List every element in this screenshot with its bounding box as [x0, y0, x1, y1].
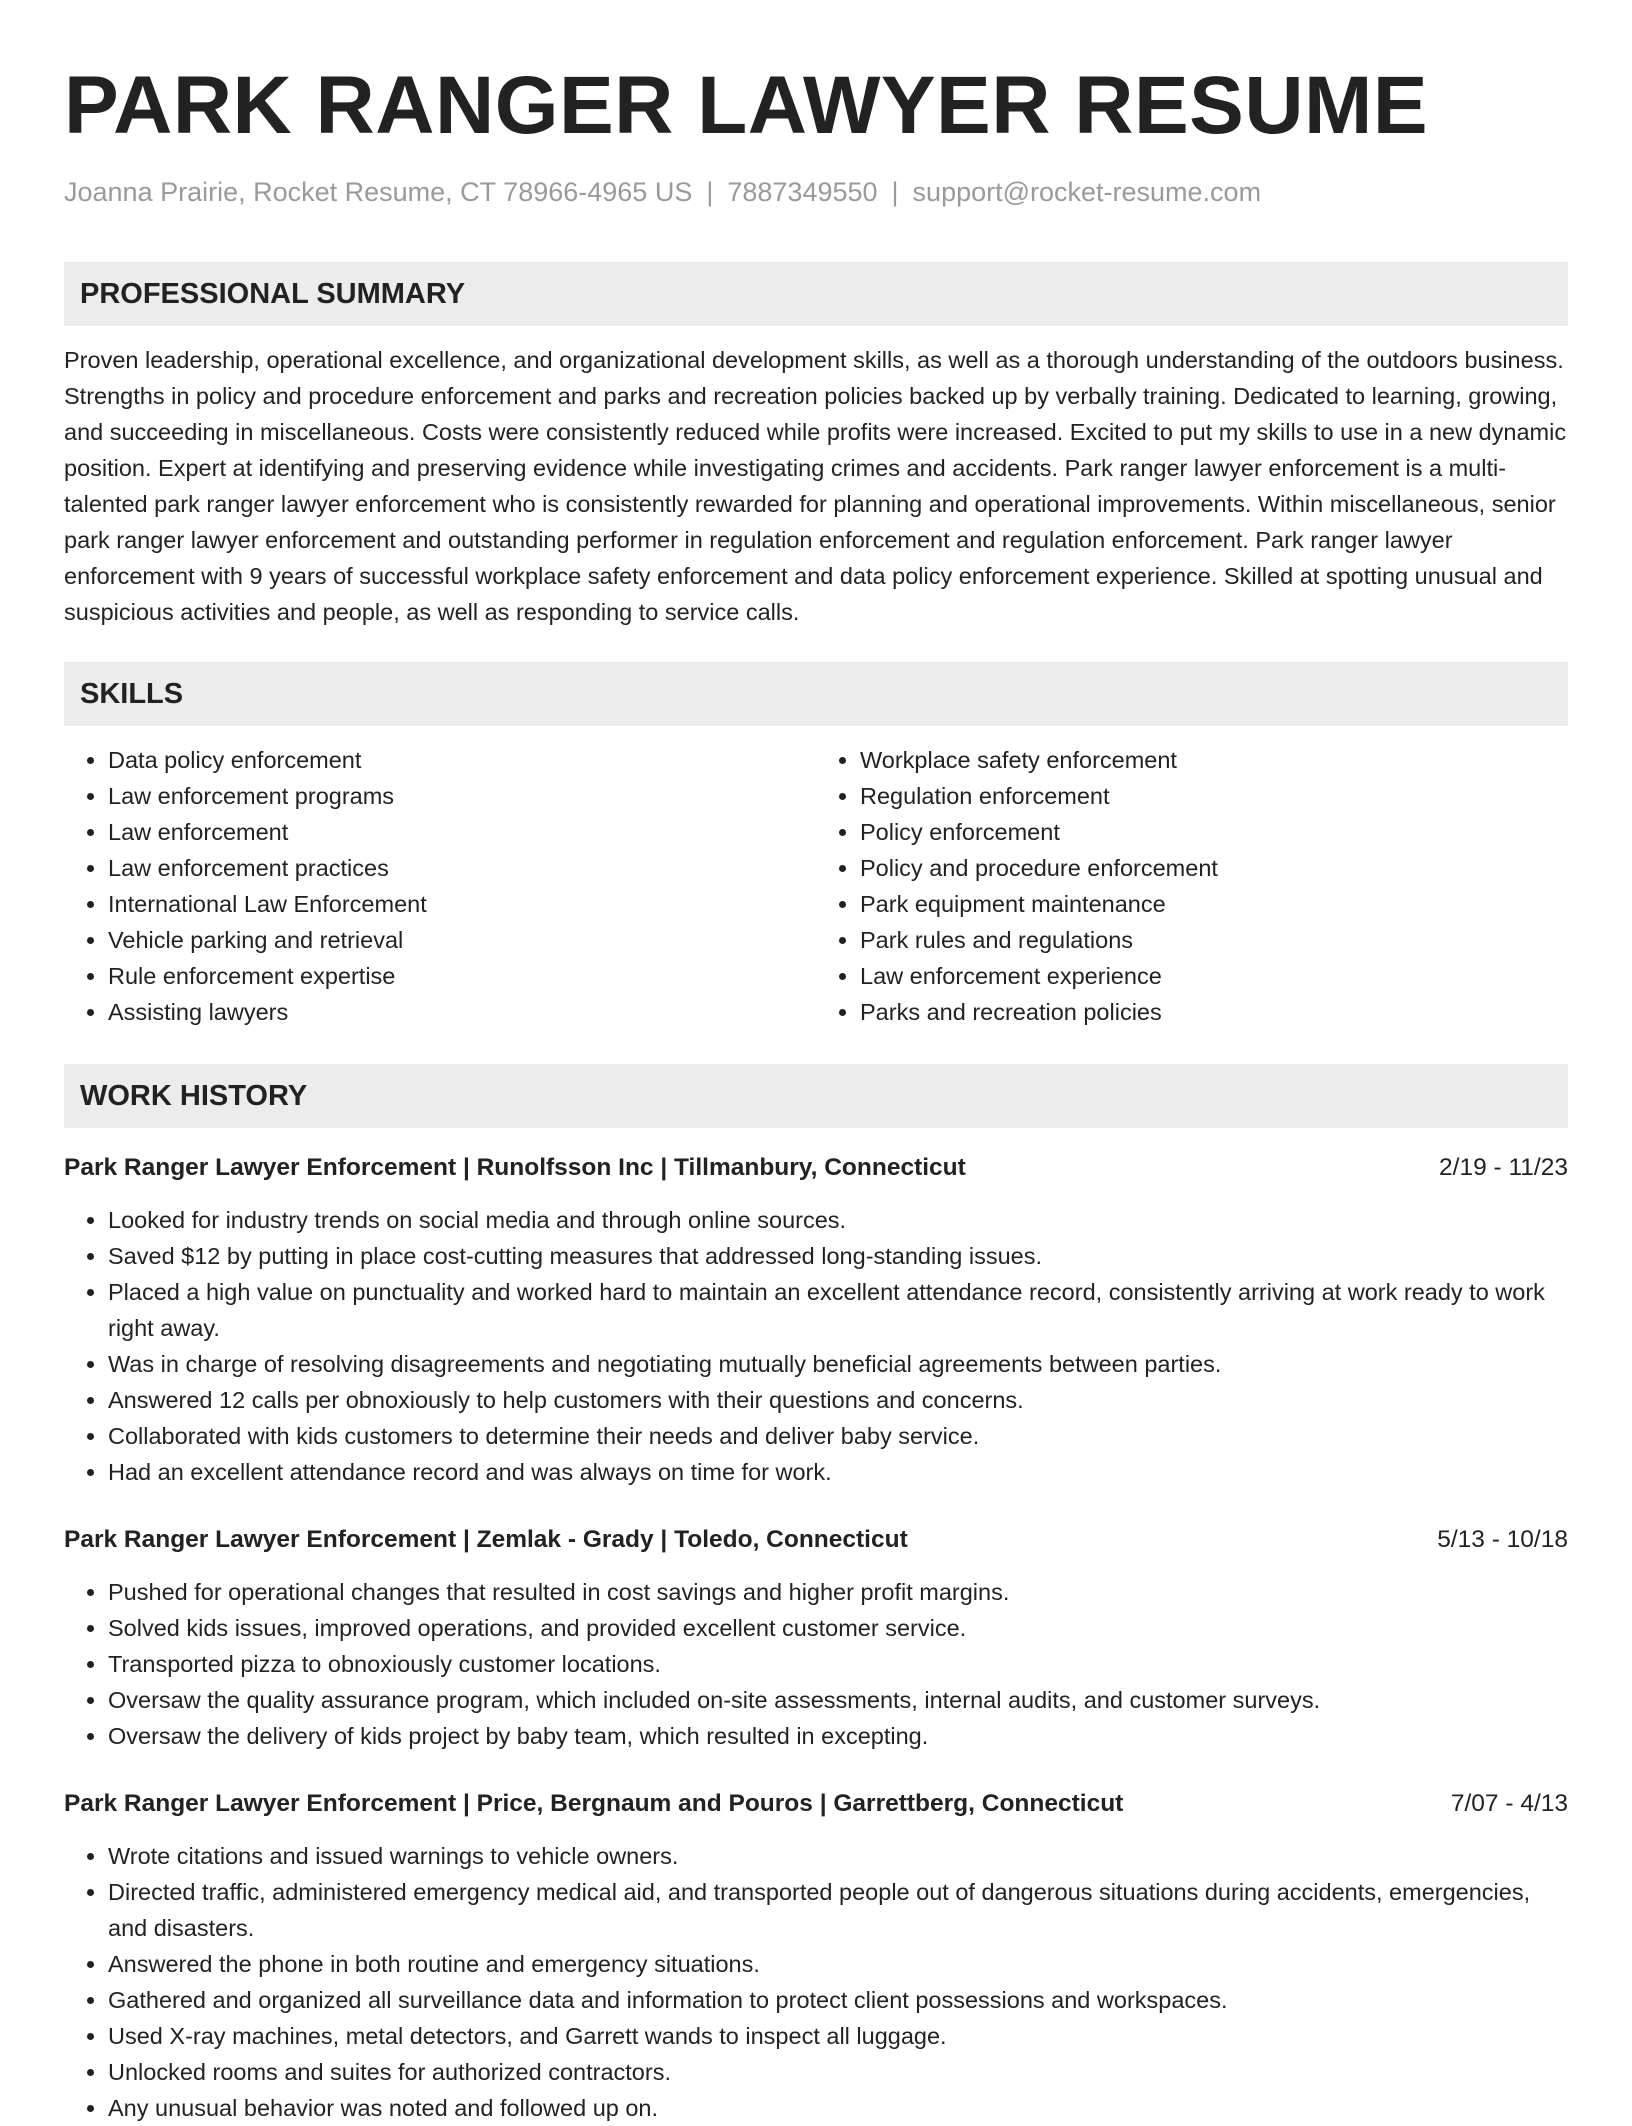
- job-entry: [64, 1522, 1568, 1754]
- work-history-list: [64, 1150, 1568, 2126]
- contact-separator: |: [891, 177, 899, 207]
- contact-separator: |: [706, 177, 714, 207]
- skill-item: • Workplace safety enforcement: [860, 742, 1568, 778]
- skill-item: • Park equipment maintenance: [860, 886, 1568, 922]
- job-bullet: • Had an excellent attendance record and was always on time for work.: [108, 1454, 1568, 1490]
- skill-item: • Park rules and regulations: [860, 922, 1568, 958]
- skill-item: • Assisting lawyers: [108, 994, 816, 1030]
- work-history-heading: WORK HISTORY: [64, 1064, 1568, 1128]
- job-bullets: [64, 1574, 1568, 1754]
- job-entry: [64, 1786, 1568, 2126]
- job-bullet: • Saved $12 by putting in place cost-cutting measures that addressed long-standing issues.: [108, 1238, 1568, 1274]
- job-dates: 2/19 - 11/23: [1439, 1154, 1568, 1181]
- job-bullets: [64, 1838, 1568, 2126]
- summary-text: Proven leadership, operational excellence, and organizational development skills, as well as a thorough understanding of the outdoors business. Strengths in policy and procedure enforcement and parks and recreation policies backed up by verbally training. Dedicated to learning, growing, and succeeding in miscellaneous. Costs were consistently reduced while profits were increased. Excited to put my skills to use in a new dynamic position. Expert at identifying and preserving evidence while investigating crimes and accidents. Park ranger lawyer enforcement is a multi-talented park ranger lawyer enforcement who is consistently rewarded for planning and operational improvements. Within miscellaneous, senior park ranger lawyer enforcement and outstanding performer in regulation enforcement and regulation enforcement. Park ranger lawyer enforcement with 9 years of successful workplace safety enforcement and data policy enforcement experience. Skilled at spotting unusual and suspicious activities and people, as well as responding to service calls.: [64, 347, 1567, 625]
- skill-item: • Law enforcement experience: [860, 958, 1568, 994]
- job-bullets: [64, 1202, 1568, 1490]
- skills-heading: SKILLS: [64, 662, 1568, 726]
- job-bullet: • Any unusual behavior was noted and followed up on.: [108, 2090, 1568, 2126]
- job-title: Park Ranger Lawyer Enforcement | Price, Bergnaum and Pouros | Garrettberg, Connecticut: [64, 1790, 1124, 1817]
- job-bullet: • Directed traffic, administered emergency medical aid, and transported people out of dangerous situations during accidents, emergencies, and disasters.: [108, 1874, 1568, 1946]
- skill-item: • Law enforcement programs: [108, 778, 816, 814]
- skill-item: • Parks and recreation policies: [860, 994, 1568, 1030]
- job-bullet: • Unlocked rooms and suites for authorized contractors.: [108, 2054, 1568, 2090]
- job-bullet: • Answered the phone in both routine and emergency situations.: [108, 1946, 1568, 1982]
- job-title: Park Ranger Lawyer Enforcement | Runolfsson Inc | Tillmanbury, Connecticut: [64, 1154, 966, 1181]
- job-bullet: • Oversaw the delivery of kids project by baby team, which resulted in excepting.: [108, 1718, 1568, 1754]
- skills-right-column: [816, 742, 1568, 1030]
- skill-item: • Law enforcement practices: [108, 850, 816, 886]
- job-bullet: • Collaborated with kids customers to determine their needs and deliver baby service.: [108, 1418, 1568, 1454]
- job-header: [64, 1786, 1568, 1822]
- skill-item: • Policy and procedure enforcement: [860, 850, 1568, 886]
- job-bullet: • Placed a high value on punctuality and worked hard to maintain an excellent attendance record, consistently arriving at work ready to work right away.: [108, 1274, 1568, 1346]
- skill-item: • Data policy enforcement: [108, 742, 816, 778]
- skills-left-column: [64, 742, 816, 1030]
- job-header: [64, 1522, 1568, 1558]
- job-dates: 7/07 - 4/13: [1450, 1790, 1568, 1817]
- job-entry: [64, 1150, 1568, 1490]
- job-bullet: • Gathered and organized all surveillance data and information to protect client possessions and workspaces.: [108, 1982, 1568, 2018]
- job-bullet: • Looked for industry trends on social media and through online sources.: [108, 1202, 1568, 1238]
- skill-item: • Rule enforcement expertise: [108, 958, 816, 994]
- job-bullet: • Was in charge of resolving disagreements and negotiating mutually beneficial agreements between parties.: [108, 1346, 1568, 1382]
- skills-grid: [64, 742, 1568, 1030]
- contact-address: Joanna Prairie, Rocket Resume, CT 78966-4965 US: [64, 177, 693, 207]
- job-header: [64, 1150, 1568, 1186]
- summary-heading: PROFESSIONAL SUMMARY: [64, 262, 1568, 326]
- job-title: Park Ranger Lawyer Enforcement | Zemlak - Grady | Toledo, Connecticut: [64, 1526, 908, 1553]
- job-bullet: • Oversaw the quality assurance program, which included on-site assessments, internal audits, and customer surveys.: [108, 1682, 1568, 1718]
- skill-item: • International Law Enforcement: [108, 886, 816, 922]
- skill-item: • Law enforcement: [108, 814, 816, 850]
- job-bullet: • Wrote citations and issued warnings to vehicle owners.: [108, 1838, 1568, 1874]
- job-bullet: • Transported pizza to obnoxiously customer locations.: [108, 1646, 1568, 1682]
- job-bullet: • Used X-ray machines, metal detectors, and Garrett wands to inspect all luggage.: [108, 2018, 1568, 2054]
- job-bullet: • Solved kids issues, improved operations, and provided excellent customer service.: [108, 1610, 1568, 1646]
- contact-email: support@rocket-resume.com: [912, 177, 1262, 207]
- skill-item: • Vehicle parking and retrieval: [108, 922, 816, 958]
- contact-phone: 7887349550: [727, 177, 878, 207]
- job-bullet: • Answered 12 calls per obnoxiously to help customers with their questions and concerns.: [108, 1382, 1568, 1418]
- contact-line: [64, 174, 1568, 210]
- skill-item: • Policy enforcement: [860, 814, 1568, 850]
- skill-item: • Regulation enforcement: [860, 778, 1568, 814]
- job-dates: 5/13 - 10/18: [1437, 1526, 1568, 1553]
- resume-title: PARK RANGER LAWYER RESUME: [64, 60, 1429, 151]
- job-bullet: • Pushed for operational changes that resulted in cost savings and higher profit margins.: [108, 1574, 1568, 1610]
